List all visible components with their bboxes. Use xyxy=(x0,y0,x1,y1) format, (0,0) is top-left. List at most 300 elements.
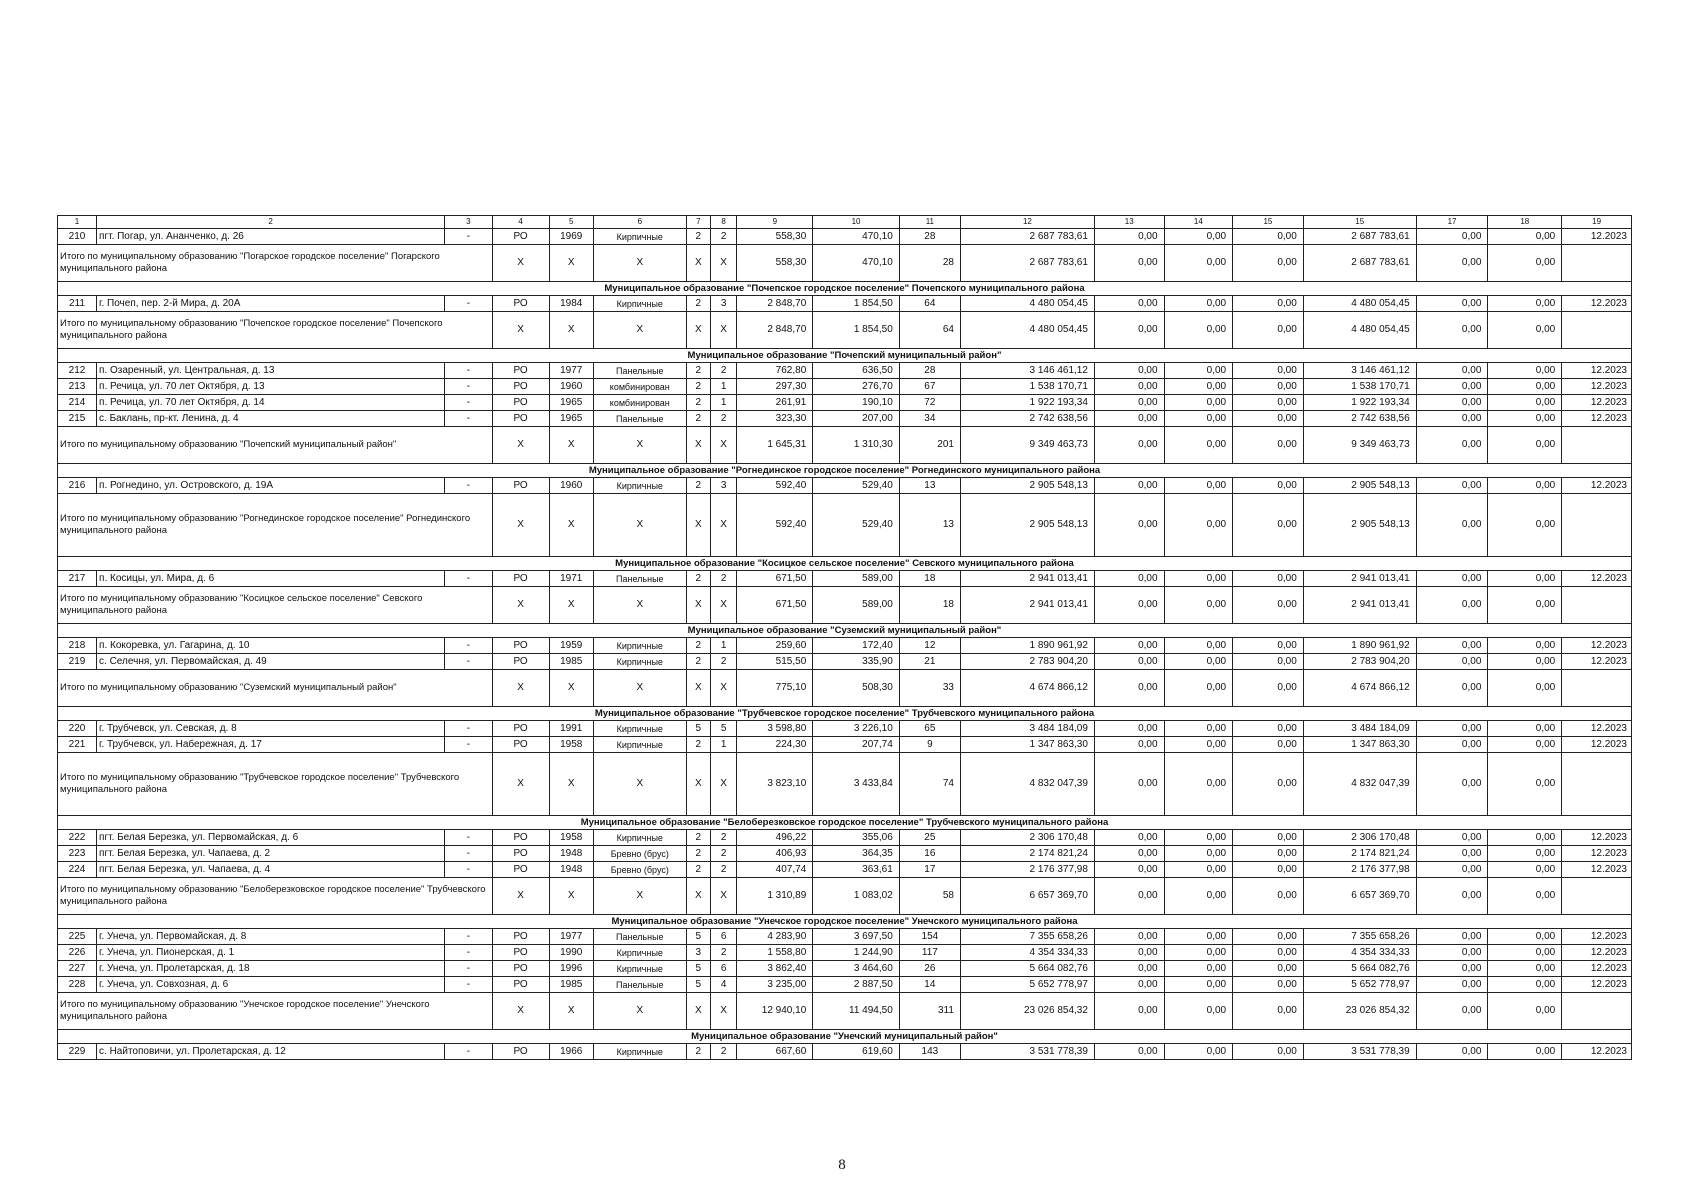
table-cell: 0,00 xyxy=(1094,571,1164,587)
table-cell: 0,00 xyxy=(1164,229,1233,245)
table-cell: РО xyxy=(492,961,549,977)
table-cell: 592,40 xyxy=(737,478,813,494)
table-cell: Панельные xyxy=(593,929,686,945)
table-cell: 3 484 184,09 xyxy=(960,721,1094,737)
table-cell: 0,00 xyxy=(1233,1044,1304,1060)
table-cell: 5 xyxy=(686,961,710,977)
column-number: 10 xyxy=(813,216,900,229)
table-cell: 0,00 xyxy=(1164,395,1233,411)
table-cell: 2 905 548,13 xyxy=(960,478,1094,494)
table-cell: 0,00 xyxy=(1488,411,1562,427)
table-cell: РО xyxy=(492,977,549,993)
total-cell: 0,00 xyxy=(1416,245,1488,282)
table-cell: 3 862,40 xyxy=(737,961,813,977)
table-cell: 0,00 xyxy=(1094,977,1164,993)
table-row xyxy=(58,830,1632,846)
table-cell: 0,00 xyxy=(1164,411,1233,427)
table-cell: Кирпичные xyxy=(593,830,686,846)
row-number: 228 xyxy=(58,977,97,993)
total-cell: 201 xyxy=(899,427,960,464)
address-cell: пгт. Белая Березка, ул. Первомайская, д. 6 xyxy=(97,830,445,846)
table-cell: РО xyxy=(492,721,549,737)
table-cell: 2 xyxy=(710,571,736,587)
table-cell: 1 xyxy=(710,395,736,411)
table-cell: 17 xyxy=(899,862,960,878)
total-cell: 311 xyxy=(899,993,960,1030)
table-cell: 1977 xyxy=(549,363,593,379)
table-cell: 2 xyxy=(686,1044,710,1060)
total-cell: 0,00 xyxy=(1488,245,1562,282)
total-cell: Х xyxy=(492,993,549,1030)
column-number: 12 xyxy=(960,216,1094,229)
table-cell: - xyxy=(445,961,492,977)
section-header-row xyxy=(58,624,1632,638)
table-cell: Кирпичные xyxy=(593,961,686,977)
total-cell: Х xyxy=(492,670,549,707)
row-number: 216 xyxy=(58,478,97,494)
section-header-row xyxy=(58,1030,1632,1044)
total-row xyxy=(58,494,1632,557)
table-cell: 0,00 xyxy=(1233,395,1304,411)
column-number: 13 xyxy=(1094,216,1164,229)
table-cell: 0,00 xyxy=(1416,1044,1488,1060)
table-cell: 0,00 xyxy=(1488,229,1562,245)
total-row xyxy=(58,245,1632,282)
total-row xyxy=(58,587,1632,624)
table-cell: 515,50 xyxy=(737,654,813,670)
column-number: 7 xyxy=(686,216,710,229)
table-cell: 2 174 821,24 xyxy=(960,846,1094,862)
section-title: Муниципальное образование "Почепское городское поселение" Почепского муниципального района xyxy=(58,282,1632,296)
total-cell: Х xyxy=(492,494,549,557)
table-cell: 12.2023 xyxy=(1562,478,1632,494)
table-cell: 5 664 082,76 xyxy=(1303,961,1416,977)
table-cell: 2 xyxy=(710,945,736,961)
table-cell: 117 xyxy=(899,945,960,961)
row-number: 222 xyxy=(58,830,97,846)
section-title: Муниципальное образование "Рогнединское городское поселение" Рогнединского муниципального района xyxy=(58,464,1632,478)
table-cell: - xyxy=(445,363,492,379)
table-cell: 0,00 xyxy=(1094,1044,1164,1060)
column-number: 14 xyxy=(1164,216,1233,229)
table-cell: 12.2023 xyxy=(1562,830,1632,846)
table-row xyxy=(58,945,1632,961)
table-cell: 12.2023 xyxy=(1562,379,1632,395)
total-cell: Х xyxy=(492,427,549,464)
table-cell: 1 347 863,30 xyxy=(960,737,1094,753)
total-cell: Х xyxy=(492,587,549,624)
total-cell: 0,00 xyxy=(1164,587,1233,624)
table-cell: Кирпичные xyxy=(593,945,686,961)
total-cell: 0,00 xyxy=(1416,670,1488,707)
total-cell: Х xyxy=(710,312,736,349)
row-number: 213 xyxy=(58,379,97,395)
table-cell: 1991 xyxy=(549,721,593,737)
table-cell: РО xyxy=(492,478,549,494)
total-cell: 0,00 xyxy=(1164,878,1233,915)
total-cell: 0,00 xyxy=(1488,427,1562,464)
table-cell: 2 xyxy=(686,830,710,846)
column-number: 5 xyxy=(549,216,593,229)
total-cell: 4 480 054,45 xyxy=(960,312,1094,349)
table-cell: 4 354 334,33 xyxy=(960,945,1094,961)
total-cell: Х xyxy=(549,587,593,624)
table-cell: РО xyxy=(492,1044,549,1060)
table-cell: 0,00 xyxy=(1416,363,1488,379)
table-cell: 2 xyxy=(686,571,710,587)
table-cell: 0,00 xyxy=(1094,961,1164,977)
total-row xyxy=(58,427,1632,464)
table-cell: - xyxy=(445,1044,492,1060)
table-cell: 2 xyxy=(686,411,710,427)
table-cell: 0,00 xyxy=(1164,977,1233,993)
table-cell: 0,00 xyxy=(1164,1044,1233,1060)
table-cell: 0,00 xyxy=(1094,846,1164,862)
row-number: 218 xyxy=(58,638,97,654)
table-cell: - xyxy=(445,411,492,427)
total-cell: Х xyxy=(549,312,593,349)
table-cell: 7 355 658,26 xyxy=(960,929,1094,945)
total-cell: 4 832 047,39 xyxy=(1303,753,1416,816)
section-title: Муниципальное образование "Косицкое сельское поселение" Севского муниципального района xyxy=(58,557,1632,571)
table-cell: 0,00 xyxy=(1416,945,1488,961)
table-cell: 14 xyxy=(899,977,960,993)
table-cell: 323,30 xyxy=(737,411,813,427)
table-cell: 0,00 xyxy=(1488,977,1562,993)
total-row xyxy=(58,670,1632,707)
section-header-row xyxy=(58,707,1632,721)
table-cell: 0,00 xyxy=(1094,478,1164,494)
total-cell xyxy=(1562,753,1632,816)
total-cell: 18 xyxy=(899,587,960,624)
table-cell: 9 xyxy=(899,737,960,753)
table-cell: комбинирован xyxy=(593,379,686,395)
total-cell: 592,40 xyxy=(737,494,813,557)
total-cell: 9 349 463,73 xyxy=(1303,427,1416,464)
table-cell: - xyxy=(445,737,492,753)
total-cell: Х xyxy=(549,245,593,282)
table-cell: 619,60 xyxy=(813,1044,900,1060)
table-cell: 1960 xyxy=(549,478,593,494)
total-cell: Х xyxy=(710,494,736,557)
total-cell: 0,00 xyxy=(1416,878,1488,915)
total-cell: 529,40 xyxy=(813,494,900,557)
table-cell: 67 xyxy=(899,379,960,395)
column-number: 19 xyxy=(1562,216,1632,229)
total-cell xyxy=(1562,312,1632,349)
section-header-row xyxy=(58,816,1632,830)
section-header-row xyxy=(58,349,1632,363)
total-cell: Х xyxy=(710,878,736,915)
table-cell: 12.2023 xyxy=(1562,737,1632,753)
total-cell: 3 433,84 xyxy=(813,753,900,816)
table-cell: 65 xyxy=(899,721,960,737)
table-cell: 1966 xyxy=(549,1044,593,1060)
table-cell: 2 xyxy=(710,830,736,846)
table-cell: 12.2023 xyxy=(1562,977,1632,993)
table-cell: 3 531 778,39 xyxy=(1303,1044,1416,1060)
table-cell: Панельные xyxy=(593,363,686,379)
table-cell: 0,00 xyxy=(1233,411,1304,427)
table-cell: Бревно (брус) xyxy=(593,846,686,862)
table-cell: 4 283,90 xyxy=(737,929,813,945)
address-cell: г. Трубчевск, ул. Севская, д. 8 xyxy=(97,721,445,737)
address-cell: пгт. Погар, ул. Ананченко, д. 26 xyxy=(97,229,445,245)
table-cell: 28 xyxy=(899,229,960,245)
table-cell: 207,74 xyxy=(813,737,900,753)
total-cell: 1 854,50 xyxy=(813,312,900,349)
table-cell: 0,00 xyxy=(1488,654,1562,670)
total-cell: 0,00 xyxy=(1488,587,1562,624)
table-cell: 0,00 xyxy=(1094,862,1164,878)
total-cell: Х xyxy=(593,753,686,816)
row-number: 217 xyxy=(58,571,97,587)
total-label: Итого по муниципальному образованию "Почепское городское поселение" Почепского муниципального района xyxy=(58,312,493,349)
column-number: 6 xyxy=(593,216,686,229)
table-cell: РО xyxy=(492,862,549,878)
table-cell: 12.2023 xyxy=(1562,961,1632,977)
table-cell: 12.2023 xyxy=(1562,846,1632,862)
table-cell: 529,40 xyxy=(813,478,900,494)
table-cell: 2 887,50 xyxy=(813,977,900,993)
table-cell: комбинирован xyxy=(593,395,686,411)
address-cell: п. Кокоревка, ул. Гагарина, д. 10 xyxy=(97,638,445,654)
total-cell: 0,00 xyxy=(1488,494,1562,557)
column-number: 9 xyxy=(737,216,813,229)
table-cell: 2 xyxy=(710,1044,736,1060)
table-cell: 4 480 054,45 xyxy=(960,296,1094,312)
total-cell: Х xyxy=(686,587,710,624)
table-cell: 12.2023 xyxy=(1562,296,1632,312)
table-cell: 0,00 xyxy=(1164,737,1233,753)
table-cell: 1958 xyxy=(549,737,593,753)
table-cell: 25 xyxy=(899,830,960,846)
total-cell: 0,00 xyxy=(1094,427,1164,464)
table-cell: 1 558,80 xyxy=(737,945,813,961)
table-cell: - xyxy=(445,638,492,654)
section-header-row xyxy=(58,282,1632,296)
table-cell: Кирпичные xyxy=(593,721,686,737)
total-cell: Х xyxy=(686,670,710,707)
table-cell: 0,00 xyxy=(1488,296,1562,312)
address-cell: п. Речица, ул. 70 лет Октября, д. 14 xyxy=(97,395,445,411)
table-cell: 0,00 xyxy=(1233,363,1304,379)
table-cell: 0,00 xyxy=(1416,862,1488,878)
row-number: 211 xyxy=(58,296,97,312)
table-cell: - xyxy=(445,721,492,737)
table-cell: 3 697,50 xyxy=(813,929,900,945)
table-cell: 1985 xyxy=(549,654,593,670)
table-cell: 261,91 xyxy=(737,395,813,411)
total-label: Итого по муниципальному образованию "Белоберезковское городское поселение" Трубчевского муниципального района xyxy=(58,878,493,915)
total-cell: 13 xyxy=(899,494,960,557)
table-cell: 2 306 170,48 xyxy=(1303,830,1416,846)
address-cell: г. Почеп, пер. 2-й Мира, д. 20А xyxy=(97,296,445,312)
total-cell: Х xyxy=(686,494,710,557)
table-cell: 2 xyxy=(686,846,710,862)
table-cell: 0,00 xyxy=(1094,654,1164,670)
table-cell: 12.2023 xyxy=(1562,862,1632,878)
table-cell: 3 235,00 xyxy=(737,977,813,993)
table-cell: 0,00 xyxy=(1416,478,1488,494)
table-cell: 2 xyxy=(686,737,710,753)
table-cell: 0,00 xyxy=(1488,830,1562,846)
table-cell: 4 480 054,45 xyxy=(1303,296,1416,312)
table-cell: 1959 xyxy=(549,638,593,654)
table-cell: 1 922 193,34 xyxy=(960,395,1094,411)
total-cell: Х xyxy=(492,312,549,349)
total-cell: 0,00 xyxy=(1233,878,1304,915)
table-cell: РО xyxy=(492,571,549,587)
address-cell: п. Речица, ул. 70 лет Октября, д. 13 xyxy=(97,379,445,395)
total-cell: 11 494,50 xyxy=(813,993,900,1030)
table-cell: 0,00 xyxy=(1233,929,1304,945)
table-row xyxy=(58,363,1632,379)
table-row xyxy=(58,929,1632,945)
total-cell: Х xyxy=(593,878,686,915)
total-cell: Х xyxy=(686,427,710,464)
table-cell: Кирпичные xyxy=(593,1044,686,1060)
table-cell: 2 742 638,56 xyxy=(960,411,1094,427)
table-cell: 2 783 904,20 xyxy=(960,654,1094,670)
table-cell: 2 xyxy=(710,862,736,878)
total-label: Итого по муниципальному образованию "Суземский муниципальный район" xyxy=(58,670,493,707)
table-cell: 2 xyxy=(686,638,710,654)
total-cell: 1 083,02 xyxy=(813,878,900,915)
row-number: 220 xyxy=(58,721,97,737)
total-cell: 6 657 369,70 xyxy=(960,878,1094,915)
table-cell: 190,10 xyxy=(813,395,900,411)
total-cell: Х xyxy=(492,245,549,282)
table-cell: - xyxy=(445,395,492,411)
table-cell: 0,00 xyxy=(1164,862,1233,878)
table-cell: 3 xyxy=(710,296,736,312)
table-cell: 0,00 xyxy=(1488,379,1562,395)
address-cell: г. Унеча, ул. Пролетарская, д. 18 xyxy=(97,961,445,977)
total-cell: 4 480 054,45 xyxy=(1303,312,1416,349)
table-cell: 0,00 xyxy=(1488,929,1562,945)
total-cell: 2 941 013,41 xyxy=(1303,587,1416,624)
table-row xyxy=(58,961,1632,977)
total-cell: Х xyxy=(549,494,593,557)
row-number: 229 xyxy=(58,1044,97,1060)
table-cell: 2 176 377,98 xyxy=(1303,862,1416,878)
table-cell: 2 xyxy=(710,654,736,670)
total-cell: Х xyxy=(710,587,736,624)
table-cell: 2 905 548,13 xyxy=(1303,478,1416,494)
row-number: 212 xyxy=(58,363,97,379)
table-cell: 12.2023 xyxy=(1562,395,1632,411)
row-number: 226 xyxy=(58,945,97,961)
table-cell: 12.2023 xyxy=(1562,929,1632,945)
table-cell: 5 652 778,97 xyxy=(960,977,1094,993)
address-cell: г. Унеча, ул. Пионерская, д. 1 xyxy=(97,945,445,961)
section-header-row xyxy=(58,464,1632,478)
table-cell: 0,00 xyxy=(1416,638,1488,654)
table-cell: 0,00 xyxy=(1164,571,1233,587)
total-cell: 0,00 xyxy=(1416,993,1488,1030)
table-cell: 2 xyxy=(710,846,736,862)
total-cell: Х xyxy=(710,245,736,282)
table-cell: 2 xyxy=(710,363,736,379)
total-cell: 9 349 463,73 xyxy=(960,427,1094,464)
table-cell: 0,00 xyxy=(1488,395,1562,411)
table-cell: 154 xyxy=(899,929,960,945)
table-cell: 2 941 013,41 xyxy=(960,571,1094,587)
table-cell: 1958 xyxy=(549,830,593,846)
table-cell: 0,00 xyxy=(1233,945,1304,961)
table-cell: 2 176 377,98 xyxy=(960,862,1094,878)
table-cell: 1969 xyxy=(549,229,593,245)
address-cell: с. Селечня, ул. Первомайская, д. 49 xyxy=(97,654,445,670)
table-cell: 1 xyxy=(710,638,736,654)
table-cell: 1 538 170,71 xyxy=(960,379,1094,395)
total-cell: 0,00 xyxy=(1094,312,1164,349)
table-cell: 3 531 778,39 xyxy=(960,1044,1094,1060)
row-number: 214 xyxy=(58,395,97,411)
table-cell: 0,00 xyxy=(1233,229,1304,245)
section-title: Муниципальное образование "Трубчевское городское поселение" Трубчевского муниципального района xyxy=(58,707,1632,721)
table-cell: Кирпичные xyxy=(593,229,686,245)
table-cell: 0,00 xyxy=(1233,296,1304,312)
total-cell: 28 xyxy=(899,245,960,282)
total-label: Итого по муниципальному образованию "Рогнединское городское поселение" Рогнединского муниципального района xyxy=(58,494,493,557)
table-cell: 470,10 xyxy=(813,229,900,245)
section-title: Муниципальное образование "Суземский муниципальный район" xyxy=(58,624,1632,638)
table-cell: 0,00 xyxy=(1164,478,1233,494)
table-cell: 1965 xyxy=(549,411,593,427)
table-cell: 12.2023 xyxy=(1562,654,1632,670)
table-cell: 276,70 xyxy=(813,379,900,395)
table-cell: 2 xyxy=(686,296,710,312)
table-cell: 0,00 xyxy=(1233,571,1304,587)
column-number: 4 xyxy=(492,216,549,229)
table-cell: 26 xyxy=(899,961,960,977)
table-cell: РО xyxy=(492,846,549,862)
table-cell: 12.2023 xyxy=(1562,363,1632,379)
total-cell: 0,00 xyxy=(1164,670,1233,707)
total-cell: 4 674 866,12 xyxy=(960,670,1094,707)
total-cell: 0,00 xyxy=(1094,878,1164,915)
column-number: 15 xyxy=(1303,216,1416,229)
total-cell xyxy=(1562,878,1632,915)
address-cell: пгт. Белая Березка, ул. Чапаева, д. 4 xyxy=(97,862,445,878)
table-cell: 0,00 xyxy=(1164,846,1233,862)
table-cell: - xyxy=(445,571,492,587)
total-cell: 1 310,30 xyxy=(813,427,900,464)
table-cell: 0,00 xyxy=(1094,737,1164,753)
row-number: 219 xyxy=(58,654,97,670)
total-cell: 0,00 xyxy=(1164,494,1233,557)
table-cell: 335,90 xyxy=(813,654,900,670)
table-row xyxy=(58,977,1632,993)
address-cell: г. Унеча, ул. Совхозная, д. 6 xyxy=(97,977,445,993)
table-cell: 0,00 xyxy=(1164,945,1233,961)
column-number: 2 xyxy=(97,216,445,229)
table-cell: 0,00 xyxy=(1233,977,1304,993)
table-cell: 0,00 xyxy=(1416,654,1488,670)
table-cell: 0,00 xyxy=(1094,379,1164,395)
address-cell: г. Трубчевск, ул. Набережная, д. 17 xyxy=(97,737,445,753)
table-cell: 1971 xyxy=(549,571,593,587)
total-cell: Х xyxy=(593,427,686,464)
total-cell: Х xyxy=(593,670,686,707)
table-cell: 12.2023 xyxy=(1562,1044,1632,1060)
table-cell: 3 146 461,12 xyxy=(960,363,1094,379)
total-cell xyxy=(1562,993,1632,1030)
total-cell: 0,00 xyxy=(1233,587,1304,624)
total-cell: 0,00 xyxy=(1164,312,1233,349)
